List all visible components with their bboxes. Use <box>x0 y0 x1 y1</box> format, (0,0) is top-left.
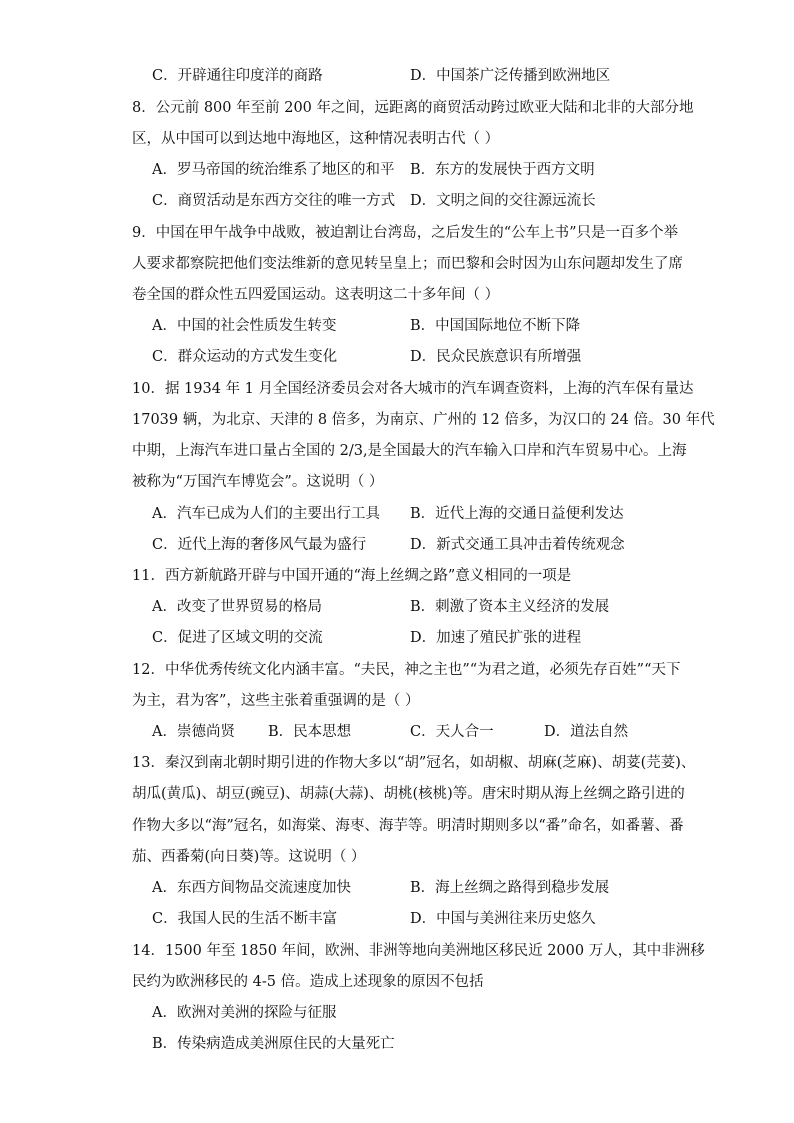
q13-stem-line-1: 13．秦汉到南北朝时期引进的作物大多以“胡”冠名，如胡椒、胡麻(芝麻)、胡荽(芫荽)、 <box>132 755 696 771</box>
q9-stem-line-2: 人要求都察院把他们变法维新的意见转呈皇上；而巴黎和会时因为山东问题却发生了席 <box>132 256 683 272</box>
q10-option-d: D．新式交通工具冲击着传统观念 <box>410 537 625 553</box>
q13-option-c: C．我国人民的生活不断丰富 <box>152 911 338 927</box>
q14-stem-line-2: 民约为欧洲移民的 4-5 倍。造成上述现象的原因不包括 <box>132 974 484 990</box>
q12-stem-line-2: 为主，君为客”，这些主张着重强调的是（ ） <box>132 693 420 709</box>
q7-option-c: C．开辟通往印度洋的商路 <box>152 68 323 84</box>
q8-option-d: D．文明之间的交往源远流长 <box>410 193 596 209</box>
q9-stem-line-3: 卷全国的群众性五四爱国运动。这表明这二十多年间（ ） <box>132 287 500 303</box>
q9-option-b: B．中国国际地位不断下降 <box>410 318 581 334</box>
q13-option-a: A．东西方间物品交流速度加快 <box>152 880 351 896</box>
q7-option-d: D．中国茶广泛传播到欧洲地区 <box>410 68 611 84</box>
q11-option-c: C．促进了区域文明的交流 <box>152 630 323 646</box>
q10-stem-line-1: 10．据 1934 年 1 月全国经济委员会对各大城市的汽车调查资料，上海的汽车保有量达 <box>132 381 694 397</box>
q8-stem-line-1: 8．公元前 800 年至前 200 年之间，远距离的商贸活动跨过欧亚大陆和北非的大部分地 <box>132 100 694 116</box>
q14-stem-line-1: 14．1500 年至 1850 年间，欧洲、非洲等地向美洲地区移民近 2000 万人，其中非洲移 <box>132 943 705 959</box>
q8-option-c: C．商贸活动是东西方交往的唯一方式 <box>152 193 396 209</box>
q10-option-c: C．近代上海的奢侈风气最为盛行 <box>152 537 367 553</box>
q10-stem-line-4: 被称为“万国汽车博览会”。这说明（ ） <box>132 474 384 490</box>
q10-option-b: B．近代上海的交通日益便利发达 <box>410 506 624 522</box>
q11-option-b: B．刺激了资本主义经济的发展 <box>410 599 610 615</box>
q12-option-c: C．天人合一 <box>410 724 494 740</box>
q12-stem-line-1: 12．中华优秀传统文化内涵丰富。“夫民，神之主也”“为君之道，必须先存百姓”“天下 <box>132 662 681 678</box>
q13-stem-line-4: 茄、西番菊(向日葵)等。这说明（ ） <box>132 849 366 865</box>
q11-stem-line-1: 11．西方新航路开辟与中国开通的“海上丝绸之路”意义相同的一项是 <box>132 568 572 584</box>
q10-stem-line-2: 17039 辆，为北京、天津的 8 倍多，为南京、广州的 12 倍多，为汉口的 24 倍。30 年代 <box>132 412 715 428</box>
q12-option-a: A．崇德尚贤 <box>152 724 235 740</box>
q9-stem-line-1: 9．中国在甲午战争中战败，被迫割让台湾岛，之后发生的“公车上书”只是一百多个举 <box>132 225 679 241</box>
q9-option-a: A．中国的社会性质发生转变 <box>152 318 337 334</box>
q10-stem-line-3: 中期，上海汽车进口量占全国的 2/3,是全国最大的汽车输入口岸和汽车贸易中心。上海 <box>132 443 687 459</box>
q9-option-c: C．群众运动的方式发生变化 <box>152 349 338 365</box>
q13-option-b: B．海上丝绸之路得到稳步发展 <box>410 880 610 896</box>
q13-stem-line-3: 作物大多以“海”冠名，如海棠、海枣、海芋等。明清时期则多以“番”命名，如番薯、番 <box>132 818 684 834</box>
q8-option-b: B．东方的发展快于西方文明 <box>410 162 595 178</box>
q14-option-b: B．传染病造成美洲原住民的大量死亡 <box>152 1036 395 1052</box>
q14-option-a: A．欧洲对美洲的探险与征服 <box>152 1005 337 1021</box>
q9-option-d: D．民众民族意识有所增强 <box>410 349 582 365</box>
q12-option-d: D．道法自然 <box>544 724 629 740</box>
q12-option-b: B．民本思想 <box>268 724 352 740</box>
q8-option-a: A．罗马帝国的统治维系了地区的和平 <box>152 162 395 178</box>
q8-stem-line-2: 区，从中国可以到达地中海地区，这种情况表明古代（ ） <box>132 131 500 147</box>
q11-option-d: D．加速了殖民扩张的进程 <box>410 630 582 646</box>
q13-option-d: D．中国与美洲往来历史悠久 <box>410 911 596 927</box>
q10-option-a: A．汽车已成为人们的主要出行工具 <box>152 506 380 522</box>
q11-option-a: A．改变了世界贸易的格局 <box>152 599 322 615</box>
q13-stem-line-2: 胡瓜(黄瓜)、胡豆(豌豆)、胡蒜(大蒜)、胡桃(核桃)等。唐宋时期从海上丝绸之路引进的 <box>132 786 685 802</box>
